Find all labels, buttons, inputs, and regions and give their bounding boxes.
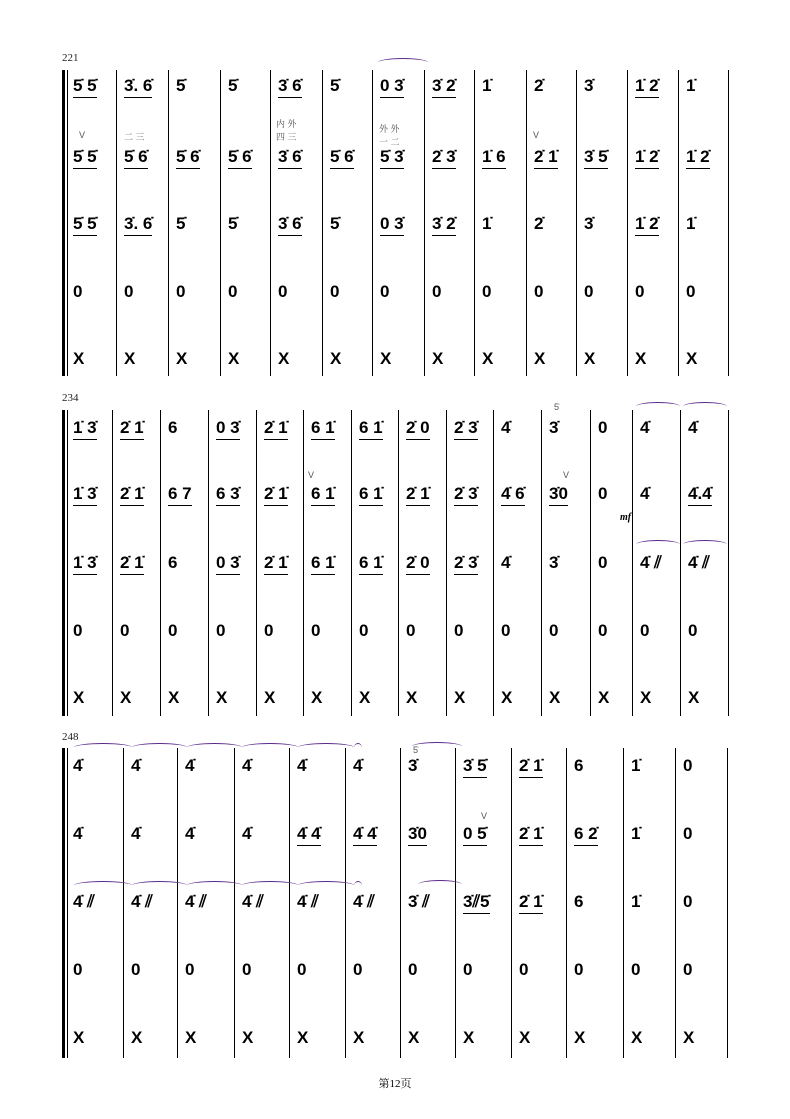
percussion-x: X bbox=[73, 349, 85, 368]
barline bbox=[541, 410, 542, 716]
note-group: 4̇ bbox=[185, 756, 195, 775]
note-group: 3̇0 bbox=[408, 824, 427, 846]
note-group: 4̇ bbox=[73, 824, 83, 843]
system-bracket-line bbox=[67, 748, 68, 1058]
note-group: 3̇ 6̇ bbox=[278, 214, 302, 236]
barline bbox=[177, 748, 178, 1058]
percussion-x: X bbox=[519, 1028, 531, 1047]
note-group: 4̇ bbox=[688, 418, 698, 437]
note-group: 0 bbox=[683, 824, 693, 843]
rest-note: 0 bbox=[278, 282, 288, 301]
note-group: 3̇ bbox=[549, 553, 559, 572]
barline bbox=[345, 748, 346, 1058]
percussion-x: X bbox=[311, 688, 323, 707]
performance-annotation: V bbox=[308, 470, 315, 480]
note-group: 2̇ 1̇ bbox=[120, 553, 144, 575]
percussion-x: X bbox=[683, 1028, 695, 1047]
performance-annotation: V bbox=[533, 130, 540, 140]
system-bracket bbox=[62, 410, 65, 716]
note-group: 4̇ bbox=[297, 756, 307, 775]
note-group: 4̇ bbox=[640, 418, 650, 437]
note-group: 3̇ ⫽ bbox=[408, 892, 430, 911]
note-group: 0 5̇ bbox=[463, 824, 487, 846]
rest-note: 0 bbox=[297, 960, 307, 979]
note-group: 1̇ bbox=[686, 214, 696, 233]
note-group: 4̇ ⫽ bbox=[73, 892, 95, 911]
rest-note: 0 bbox=[574, 960, 584, 979]
note-group: 0 bbox=[598, 418, 608, 437]
percussion-x: X bbox=[330, 349, 342, 368]
percussion-x: X bbox=[124, 349, 136, 368]
rest-note: 0 bbox=[631, 960, 641, 979]
note-group: 3̇⫽5̇ bbox=[463, 892, 490, 914]
barline bbox=[678, 70, 679, 376]
system-bracket-line bbox=[67, 410, 68, 716]
note-group: 2̇ 1̇ bbox=[264, 418, 288, 440]
measure-number: 234 bbox=[62, 392, 79, 404]
note-group: 5̇ 6̇ bbox=[330, 147, 354, 169]
barline bbox=[372, 70, 373, 376]
note-group: 0 bbox=[683, 756, 693, 775]
note-group: 4̇ bbox=[185, 824, 195, 843]
tie-slur bbox=[418, 880, 462, 889]
rest-note: 0 bbox=[683, 960, 693, 979]
percussion-x: X bbox=[432, 349, 444, 368]
barline bbox=[446, 410, 447, 716]
barline bbox=[351, 410, 352, 716]
percussion-x: X bbox=[168, 688, 180, 707]
tie-slur bbox=[354, 881, 362, 890]
note-group: 2̇ 1̇ bbox=[120, 418, 144, 440]
measure-number: 221 bbox=[62, 52, 79, 64]
barline bbox=[474, 70, 475, 376]
barline bbox=[270, 70, 271, 376]
barline bbox=[256, 410, 257, 716]
barline bbox=[675, 748, 676, 1058]
performance-annotation: 5̇ bbox=[413, 745, 419, 755]
note-group: 4̇ bbox=[242, 756, 252, 775]
note-group: 5̇ bbox=[228, 76, 238, 95]
note-group: 4̇ bbox=[640, 484, 650, 503]
barline bbox=[632, 410, 633, 716]
note-group: 5̇ bbox=[330, 76, 340, 95]
tie-slur bbox=[412, 742, 462, 751]
rest-note: 0 bbox=[549, 621, 559, 640]
percussion-x: X bbox=[501, 688, 513, 707]
note-group: 4̇ bbox=[73, 756, 83, 775]
note-group: 3̇. 6̇ bbox=[124, 76, 152, 98]
note-group: 1̇ 2̇ bbox=[635, 147, 659, 169]
note-group: 6 1̇ bbox=[311, 553, 335, 575]
note-group: 1̇ 3̇ bbox=[73, 484, 97, 506]
note-group: 2̇ 3̇ bbox=[454, 553, 478, 575]
note-group: 3̇ 5̇ bbox=[463, 756, 487, 778]
note-group: 2̇ 1̇ bbox=[519, 824, 543, 846]
note-group: 4̇ 6̇ bbox=[501, 484, 525, 506]
note-group: 6 bbox=[168, 553, 178, 572]
barline bbox=[727, 748, 728, 1058]
percussion-x: X bbox=[380, 349, 392, 368]
barline bbox=[627, 70, 628, 376]
note-group: 6 1̇ bbox=[359, 484, 383, 506]
tie-slur bbox=[242, 743, 298, 752]
rest-note: 0 bbox=[454, 621, 464, 640]
percussion-x: X bbox=[242, 1028, 254, 1047]
percussion-x: X bbox=[584, 349, 596, 368]
page-number: 第12页 bbox=[378, 1078, 412, 1090]
barline bbox=[123, 748, 124, 1058]
note-group: 6 bbox=[168, 418, 178, 437]
note-group: 3̇ bbox=[549, 418, 559, 437]
system-bracket-line bbox=[67, 70, 68, 376]
note-group: 6 2̇ bbox=[574, 824, 598, 846]
note-group: 1̇ 3̇ bbox=[73, 553, 97, 575]
performance-annotation: V bbox=[79, 130, 86, 140]
tie-slur bbox=[298, 743, 354, 752]
note-group: 6 1̇ bbox=[311, 484, 335, 506]
rest-note: 0 bbox=[73, 621, 83, 640]
rest-note: 0 bbox=[635, 282, 645, 301]
tie-slur bbox=[683, 402, 727, 411]
note-group: 2̇ 3̇ bbox=[454, 418, 478, 440]
rest-note: 0 bbox=[482, 282, 492, 301]
barline bbox=[680, 410, 681, 716]
percussion-x: X bbox=[534, 349, 546, 368]
performance-annotation: 一 二 bbox=[379, 137, 400, 147]
rest-note: 0 bbox=[264, 621, 274, 640]
tie-slur bbox=[298, 881, 354, 890]
percussion-x: X bbox=[73, 688, 85, 707]
barline bbox=[455, 748, 456, 1058]
barline bbox=[322, 70, 323, 376]
system-bracket bbox=[62, 70, 65, 376]
note-group: 4̇ bbox=[131, 824, 141, 843]
percussion-x: X bbox=[640, 688, 652, 707]
barline bbox=[511, 748, 512, 1058]
note-group: 2̇ 0 bbox=[406, 553, 430, 575]
note-group: 4̇ bbox=[353, 756, 363, 775]
barline bbox=[728, 410, 729, 716]
percussion-x: X bbox=[598, 688, 610, 707]
dynamic-marking: mf bbox=[620, 512, 632, 523]
rest-note: 0 bbox=[501, 621, 511, 640]
performance-annotation: 内 外 bbox=[276, 119, 297, 129]
barline bbox=[623, 748, 624, 1058]
note-group: 0 3̇ bbox=[380, 214, 404, 236]
barline bbox=[116, 70, 117, 376]
note-group: 2̇ bbox=[534, 76, 544, 95]
rest-note: 0 bbox=[519, 960, 529, 979]
percussion-x: X bbox=[228, 349, 240, 368]
barline bbox=[398, 410, 399, 716]
percussion-x: X bbox=[408, 1028, 420, 1047]
tie-slur bbox=[354, 743, 362, 752]
note-group: 6 1̇ bbox=[359, 553, 383, 575]
note-group: 6 7 bbox=[168, 484, 192, 506]
percussion-x: X bbox=[176, 349, 188, 368]
rest-note: 0 bbox=[359, 621, 369, 640]
rest-note: 0 bbox=[168, 621, 178, 640]
measure-number: 248 bbox=[62, 731, 79, 743]
tie-slur bbox=[132, 881, 187, 890]
note-group: 2̇ 1̇ bbox=[534, 147, 558, 169]
rest-note: 0 bbox=[584, 282, 594, 301]
note-group: 5̇ 5̇ bbox=[73, 147, 97, 169]
note-group: 1̇ bbox=[631, 824, 641, 843]
percussion-x: X bbox=[406, 688, 418, 707]
percussion-x: X bbox=[216, 688, 228, 707]
barline bbox=[220, 70, 221, 376]
percussion-x: X bbox=[688, 688, 700, 707]
rest-note: 0 bbox=[463, 960, 473, 979]
note-group: 3̇ 6̇ bbox=[278, 76, 302, 98]
note-group: 4̇ bbox=[501, 418, 511, 437]
performance-annotation: V bbox=[563, 470, 570, 480]
tie-slur bbox=[636, 402, 680, 411]
note-group: 6 bbox=[574, 756, 584, 775]
note-group: 3̇ 2̇ bbox=[432, 76, 456, 98]
tie-slur bbox=[74, 881, 132, 890]
note-group: 0 bbox=[683, 892, 693, 911]
note-group: 0 3̇ bbox=[216, 418, 240, 440]
percussion-x: X bbox=[73, 1028, 85, 1047]
barline bbox=[526, 70, 527, 376]
barline bbox=[400, 748, 401, 1058]
percussion-x: X bbox=[131, 1028, 143, 1047]
percussion-x: X bbox=[120, 688, 132, 707]
note-group: 5̇ 5̇ bbox=[73, 76, 97, 98]
tie-slur bbox=[187, 881, 242, 890]
note-group: 5̇ bbox=[228, 214, 238, 233]
tie-slur bbox=[636, 540, 680, 549]
note-group: 4̇ ⫽ bbox=[131, 892, 153, 911]
note-group: 3̇ bbox=[408, 756, 418, 775]
rest-note: 0 bbox=[73, 960, 83, 979]
percussion-x: X bbox=[359, 688, 371, 707]
barline bbox=[289, 748, 290, 1058]
barline bbox=[168, 70, 169, 376]
note-group: 4̇.4̇ bbox=[688, 484, 712, 506]
note-group: 5̇ 6̇ bbox=[176, 147, 200, 169]
rest-note: 0 bbox=[124, 282, 134, 301]
note-group: 2̇ 3̇ bbox=[432, 147, 456, 169]
percussion-x: X bbox=[631, 1028, 643, 1047]
note-group: 1̇ 2̇ bbox=[635, 214, 659, 236]
rest-note: 0 bbox=[216, 621, 226, 640]
note-group: 1̇ bbox=[482, 214, 492, 233]
note-group: 5̇ 6̇ bbox=[124, 147, 148, 169]
note-group: 3̇ 5̇ bbox=[584, 147, 608, 169]
rest-note: 0 bbox=[353, 960, 363, 979]
percussion-x: X bbox=[635, 349, 647, 368]
barline bbox=[576, 70, 577, 376]
rest-note: 0 bbox=[228, 282, 238, 301]
note-group: 3̇ 2̇ bbox=[432, 214, 456, 236]
tie-slur bbox=[132, 743, 187, 752]
note-group: 2̇ bbox=[534, 214, 544, 233]
performance-annotation: V bbox=[481, 811, 488, 821]
note-group: 5̇ bbox=[176, 214, 186, 233]
note-group: 6 1̇ bbox=[359, 418, 383, 440]
note-group: 0 3̇ bbox=[216, 553, 240, 575]
note-group: 4̇ ⫽ bbox=[185, 892, 207, 911]
note-group: 4̇ ⫽ bbox=[353, 892, 375, 911]
note-group: 4̇ 4̇ bbox=[297, 824, 321, 846]
note-group: 0 bbox=[598, 553, 608, 572]
note-group: 1̇ bbox=[482, 76, 492, 95]
note-group: 4̇ bbox=[501, 553, 511, 572]
barline bbox=[424, 70, 425, 376]
rest-note: 0 bbox=[73, 282, 83, 301]
percussion-x: X bbox=[264, 688, 276, 707]
rest-note: 0 bbox=[688, 621, 698, 640]
tie-slur bbox=[187, 743, 242, 752]
note-group: 3̇ 6̇ bbox=[278, 147, 302, 169]
note-group: 4̇ bbox=[242, 824, 252, 843]
barline bbox=[112, 410, 113, 716]
percussion-x: X bbox=[278, 349, 290, 368]
note-group: 4̇ 4̇ bbox=[353, 824, 377, 846]
rest-note: 0 bbox=[408, 960, 418, 979]
rest-note: 0 bbox=[432, 282, 442, 301]
tie-slur bbox=[378, 58, 428, 67]
percussion-x: X bbox=[574, 1028, 586, 1047]
note-group: 5̇ 5̇ bbox=[73, 214, 97, 236]
note-group: 1̇ 2̇ bbox=[686, 147, 710, 169]
performance-annotation: 5̇ bbox=[554, 402, 560, 412]
rest-note: 0 bbox=[120, 621, 130, 640]
barline bbox=[208, 410, 209, 716]
percussion-x: X bbox=[482, 349, 494, 368]
note-group: 5̇ 6̇ bbox=[228, 147, 252, 169]
note-group: 5̇ bbox=[176, 76, 186, 95]
note-group: 5̇ 3̇ bbox=[380, 147, 404, 169]
note-group: 3̇ bbox=[584, 76, 594, 95]
note-group: 5̇ bbox=[330, 214, 340, 233]
rest-note: 0 bbox=[242, 960, 252, 979]
rest-note: 0 bbox=[330, 282, 340, 301]
note-group: 6 3̇ bbox=[216, 484, 240, 506]
barline bbox=[566, 748, 567, 1058]
rest-note: 0 bbox=[311, 621, 321, 640]
note-group: 2̇ 1̇ bbox=[264, 484, 288, 506]
percussion-x: X bbox=[185, 1028, 197, 1047]
note-group: 3̇. 6̇ bbox=[124, 214, 152, 236]
note-group: 4̇ ⫽ bbox=[242, 892, 264, 911]
barline bbox=[728, 70, 729, 376]
tie-slur bbox=[74, 743, 132, 752]
rest-note: 0 bbox=[185, 960, 195, 979]
note-group: 6 1̇ bbox=[311, 418, 335, 440]
note-group: 2̇ 1̇ bbox=[406, 484, 430, 506]
note-group: 3̇ bbox=[584, 214, 594, 233]
note-group: 1̇ 6 bbox=[482, 147, 506, 169]
note-group: 6 bbox=[574, 892, 584, 911]
barline bbox=[160, 410, 161, 716]
performance-annotation: 四 三 bbox=[276, 132, 297, 142]
note-group: 0 bbox=[598, 484, 608, 503]
performance-annotation: 二 三 bbox=[124, 132, 145, 142]
rest-note: 0 bbox=[686, 282, 696, 301]
note-group: 2̇ 3̇ bbox=[454, 484, 478, 506]
rest-note: 0 bbox=[176, 282, 186, 301]
barline bbox=[590, 410, 591, 716]
rest-note: 0 bbox=[640, 621, 650, 640]
note-group: 4̇ ⫽ bbox=[640, 553, 662, 572]
percussion-x: X bbox=[353, 1028, 365, 1047]
note-group: 1̇ 3̇ bbox=[73, 418, 97, 440]
barline bbox=[303, 410, 304, 716]
note-group: 2̇ 1̇ bbox=[120, 484, 144, 506]
note-group: 2̇ 1̇ bbox=[519, 892, 543, 914]
note-group: 4̇ ⫽ bbox=[688, 553, 710, 572]
percussion-x: X bbox=[686, 349, 698, 368]
note-group: 2̇ 0 bbox=[406, 418, 430, 440]
system-bracket bbox=[62, 748, 65, 1058]
barline bbox=[493, 410, 494, 716]
note-group: 1̇ bbox=[631, 756, 641, 775]
rest-note: 0 bbox=[131, 960, 141, 979]
note-group: 2̇ 1̇ bbox=[264, 553, 288, 575]
rest-note: 0 bbox=[598, 621, 608, 640]
tie-slur bbox=[683, 540, 727, 549]
percussion-x: X bbox=[297, 1028, 309, 1047]
performance-annotation: 外 外 bbox=[379, 124, 400, 134]
note-group: 0 3̇ bbox=[380, 76, 404, 98]
percussion-x: X bbox=[463, 1028, 475, 1047]
note-group: 4̇ bbox=[131, 756, 141, 775]
rest-note: 0 bbox=[406, 621, 416, 640]
note-group: 1̇ 2̇ bbox=[635, 76, 659, 98]
rest-note: 0 bbox=[534, 282, 544, 301]
percussion-x: X bbox=[454, 688, 466, 707]
note-group: 1̇ bbox=[686, 76, 696, 95]
note-group: 1̇ bbox=[631, 892, 641, 911]
rest-note: 0 bbox=[380, 282, 390, 301]
tie-slur bbox=[242, 881, 298, 890]
note-group: 3̇0 bbox=[549, 484, 568, 506]
percussion-x: X bbox=[549, 688, 561, 707]
note-group: 4̇ ⫽ bbox=[297, 892, 319, 911]
barline bbox=[234, 748, 235, 1058]
note-group: 2̇ 1̇ bbox=[519, 756, 543, 778]
